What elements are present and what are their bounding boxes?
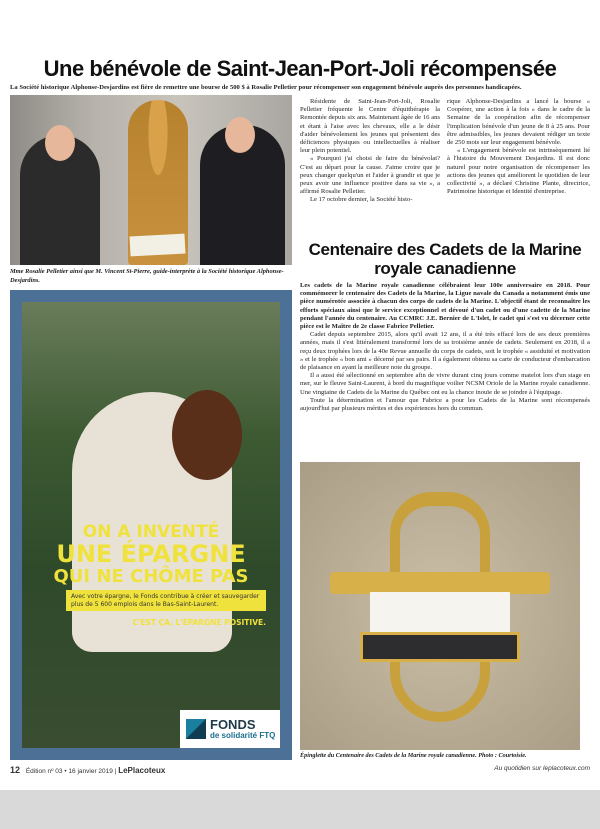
advertisement[interactable] — [10, 290, 292, 760]
article-title: Centenaire des Cadets de la Marine royale canadienne — [308, 240, 582, 278]
fonds-logo — [180, 710, 280, 748]
fonds-logo-icon — [186, 719, 206, 739]
paragraph: Toute la détermination et l'amour que Fabrice a pour les Cadets de la Marine sont récompensés aujourd'hui par plusieurs mérites et des expériences hors du commun. — [300, 396, 590, 413]
article-column-1 — [300, 98, 440, 205]
brand-name: FONDS — [210, 716, 256, 732]
article-body — [300, 282, 590, 413]
article-column-2 — [447, 98, 590, 196]
brand-subtitle: de solidarité FTQ — [210, 730, 276, 740]
paragraph: Le 17 octobre dernier, la Société histo- — [310, 196, 413, 204]
article-lead: Les cadets de la Marine royale canadienne célébraient leur 100e anniversaire en 2018. Pour commémorer le centenaire des Cadets de la Marine, la Ligue navale du Canada a notamment émis une pièce numérotée associée à chacun des corps de cadets de la Marine. L'objectif étant de reconnaître les efforts spéciaux ainsi que le service exceptionnel et dévoué d'un cadet ou d'une cadette de la Marine pendant l'année du centenaire. Au CCMRC J.E. Bernier de L'Islet, le cadet qui s'est vu décerner cette pièce est le Maître de 2e classe Fabrice Pelletier. — [300, 282, 590, 331]
paragraph: Résidente de Saint-Jean-Port-Joli, Rosalie Pelletier fréquente le Centre d'équithérapie la Remontée depuis six ans. Maintenant âgée de 16 ans et étant à l'aise avec les chevaux, elle a le désir d'aider bénévolement les jeunes qui présentent des déficiences physiques ou intellectuelles à réaliser leur plein potentiel. — [300, 98, 440, 155]
ad-body: Avec votre épargne, le Fonds contribue à créer et sauvegarder plus de 5 600 emplois dans le Bas-Saint-Laurent. — [66, 590, 266, 611]
paragraph: Cadet depuis septembre 2015, alors qu'il avait 12 ans, il a été très effacé lors de ses deux premières années, mais il s'est littéralement transformé lors de sa troisième année de cadets. Seulement en 2018, il a reçu deux trophées lors de la 40e Revue annuelle du corps de cadets, soit le trophée « assiduité et motivation » et le trophée « bon ami » décerné par ses pairs. Il a également obtenu sa carte de conducteur d'embarcation de plaisance en ayant la meilleure note du groupe. — [300, 331, 590, 372]
photo-caption: Mme Rosalie Pelletier ainsi que M. Vincent St-Pierre, guide-interprète à la Société historique Alphonse-Desjardins. — [10, 268, 284, 284]
website-note: Au quotidien sur leplacoteux.com — [494, 765, 590, 772]
ad-headline-1: ON A INVENTÉ — [82, 522, 220, 542]
paragraph: rique Alphonse-Desjardins a lancé la bourse « Coopérer, une action à la fois » dans le cadre de la Semaine de la coopération afin de récompenser l'implication bénévole d'un jeune de 8 à 25 ans. Pour être admissibles, les jeunes devaient rédiger un texte de 250 mots sur leur engagement bénévole. — [447, 98, 590, 147]
ad-slogan: C'EST ÇA, L'ÉPARGNE POSITIVE. — [132, 618, 266, 627]
ad-headline-3: QUI NE CHÔME PAS — [53, 566, 249, 587]
page-footer — [10, 765, 590, 775]
edition-info: Édition nº 03 • 16 janvier 2019 | — [25, 768, 117, 775]
page-number: 12 — [10, 765, 21, 775]
article-lead: La Société historique Alphonse-Desjardins est fière de remettre une bourse de 500 $ à Rosalie Pelletier pour récompenser son engagement bénévole auprès des personnes handicapées. — [10, 84, 522, 91]
paragraph: « L'engagement bénévole est intrinsèquement lié à l'histoire du Mouvement Desjardins. Il est donc naturel pour notre organisation de récompenser les actions des jeunes qui améliorent le quotidien de leur collectivité », a déclaré Christine Plante, directrice, Patrimoine historique et Identité d'entreprise. — [447, 147, 590, 196]
anchor-pin-photo — [300, 462, 580, 750]
ad-image — [22, 302, 280, 748]
paragraph: Il a aussi été sélectionné en septembre afin de vivre durant cinq jours comme matelot lors d'un stage en mer, sur le fleuve Saint-Laurent, à bord du magnifique voilier NCSM Oriole de la Marine royale canadienne. Une vingtaine de Cadets de la Marine du Québec ont eu la chance inouïe de se joindre à l'équipage. — [300, 372, 590, 396]
newspaper-brand: LePlacoteux — [118, 766, 166, 775]
paragraph: « Pourquoi j'ai choisi de faire du bénévolat? C'est au départ pour la cause. J'aime croire que je peux changer quelqu'un et l'aider à grandir et que je peux avoir une influence positive dans sa vie », a affirmé Rosalie Pelletier. — [300, 155, 440, 196]
ad-headline-2: UNE ÉPARGNE — [56, 540, 246, 568]
article-title: Une bénévole de Saint-Jean-Port-Joli récompensée — [43, 56, 557, 81]
award-photo — [10, 95, 292, 265]
page-margin — [0, 790, 600, 829]
photo-caption: Épinglette du Centenaire des Cadets de la Marine royale canadienne. Photo : Courtoisie. — [300, 752, 527, 759]
